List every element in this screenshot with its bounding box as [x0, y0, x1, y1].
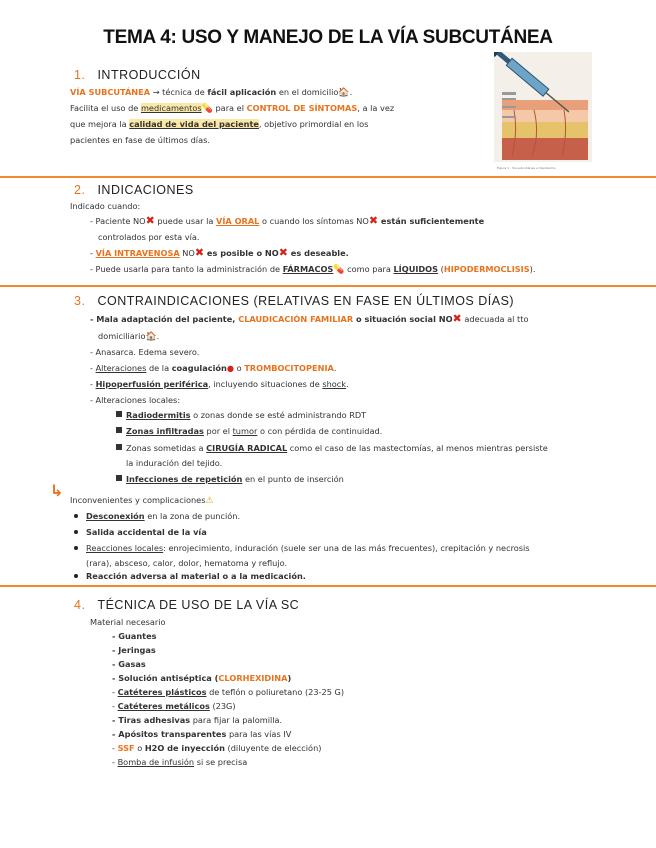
intro-line-1: VÍA SUBCUTÁNEA → técnica de fácil aplicación en el domicilio🏠.	[70, 87, 353, 98]
indication-2: - VÍA INTRAVENOSA NO✖ es posible o NO✖ es deseable.	[90, 246, 349, 259]
local-alteration-3: Zonas sometidas a CIRUGÍA RADICAL como el caso de las mastectomías, al menos mientras persiste	[116, 443, 548, 453]
curved-arrow-icon: ↳	[50, 481, 64, 500]
x-mark-icon: ✖	[278, 246, 288, 259]
complication-2: Salida accidental de la vía	[74, 527, 207, 537]
material-intro: Material necesario	[90, 617, 166, 627]
complication-1: Desconexión en la zona de punción.	[74, 511, 240, 521]
material-item: - Catéteres metálicos (23G)	[112, 701, 236, 711]
contraindication-1-cont: domiciliario🏠.	[98, 331, 160, 342]
section-4-heading: 4. TÉCNICA DE USO DE LA VÍA SC	[74, 598, 300, 612]
contraindication-1: - Mala adaptación del paciente, CLAUDICACIÓN FAMILIAR o situación social NO✖ adecuada al tto	[90, 312, 529, 325]
complication-4: Reacción adversa al material o a la medicación.	[74, 571, 306, 581]
section-divider	[0, 585, 656, 587]
material-item: - SSF o H2O de inyección (diluyente de elección)	[112, 743, 322, 753]
pill-icon: 💊	[333, 265, 345, 275]
indication-1: - Paciente NO✖ puede usar la VÍA ORAL o cuando los síntomas NO✖ están suficientemente	[90, 214, 485, 227]
intro-line-3: que mejora la calidad de vida del paciente, objetivo primordial en los	[70, 119, 369, 129]
material-item: - Guantes	[112, 631, 157, 641]
x-mark-icon: ✖	[194, 246, 205, 259]
contraindication-3: - Alteraciones de la coagulación● o TROMBOCITOPENIA.	[90, 363, 337, 373]
svg-text:Figura 1 · Vía subcutánea e hi: Figura 1 · Vía subcutánea e hipodermis	[497, 166, 556, 170]
blood-drop-icon: ●	[226, 363, 234, 373]
contraindication-5: - Alteraciones locales:	[90, 395, 181, 405]
section-2-heading: 2. INDICACIONES	[74, 183, 194, 197]
local-alteration-1: Radiodermitis o zonas donde se esté administrando RDT	[116, 410, 366, 420]
x-mark-icon: ✖	[452, 312, 462, 325]
material-item: - Tiras adhesivas para fijar la palomilla.	[112, 715, 283, 725]
material-item: - Solución antiséptica (CLORHEXIDINA)	[112, 673, 292, 683]
material-item: - Catéteres plásticos de teflón o poliuretano (23-25 G)	[112, 687, 345, 697]
indication-1-cont: controlados por esta vía.	[98, 232, 200, 242]
local-alteration-3-cont: la induración del tejido.	[126, 458, 223, 468]
indication-3: - Puede usarla para tanto la administración de FÁRMACOS💊 como para LÍQUIDOS (HIPODERMOCLISIS).	[90, 264, 536, 275]
page-title: TEMA 4: USO Y MANEJO DE LA VÍA SUBCUTÁNEA	[103, 27, 553, 48]
material-item: - Apósitos transparentes para las vías IV	[112, 729, 292, 739]
house-icon: 🏠	[338, 88, 350, 98]
material-item: - Gasas	[112, 659, 146, 669]
pill-icon: 💊	[201, 104, 213, 114]
indications-intro: Indicado cuando:	[70, 201, 141, 211]
syringe-skin-figure	[494, 52, 592, 172]
material-item: - Bomba de infusión si se precisa	[112, 757, 248, 767]
intro-line-4: pacientes en fase de últimos días.	[70, 135, 210, 145]
house-icon: 🏠	[145, 332, 157, 342]
complications-heading: Inconvenientes y complicaciones⚠	[70, 495, 214, 506]
intro-line-2: Facilita el uso de medicamentos💊 para el CONTROL DE SÍNTOMAS, a la vez	[70, 103, 395, 114]
local-alteration-4: Infecciones de repetición en el punto de inserción	[116, 474, 344, 484]
x-mark-icon: ✖	[145, 214, 155, 227]
warning-icon: ⚠	[205, 496, 214, 506]
local-alteration-2: Zonas infiltradas por el tumor o con pérdida de continuidad.	[116, 426, 382, 436]
section-divider	[0, 285, 656, 287]
section-divider	[0, 176, 656, 178]
material-item: - Jeringas	[112, 645, 156, 655]
contraindication-4: - Hipoperfusión periférica, incluyendo situaciones de shock.	[90, 379, 349, 389]
contraindication-2: - Anasarca. Edema severo.	[90, 347, 200, 357]
x-mark-icon: ✖	[368, 214, 379, 227]
complication-3-cont: (rara), absceso, calor, dolor, hematoma y reflujo.	[86, 558, 288, 568]
section-3-heading: 3. CONTRAINDICACIONES (RELATIVAS EN FASE EN ÚLTIMOS DÍAS)	[74, 294, 515, 308]
complication-3: Reacciones locales: enrojecimiento, induración (suele ser una de las más frecuentes), crepitación y necrosis	[74, 543, 530, 553]
section-1-heading: 1. INTRODUCCIÓN	[74, 68, 201, 82]
